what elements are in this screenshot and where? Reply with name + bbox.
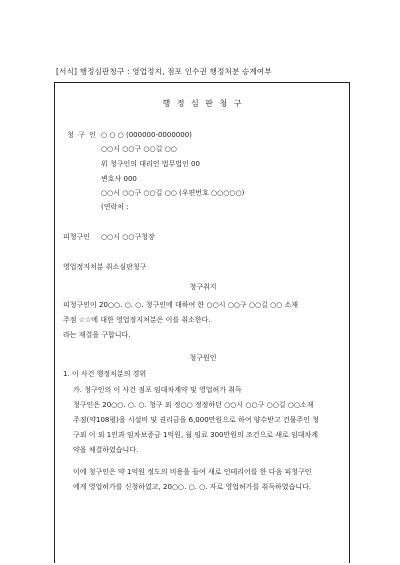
- paragraph-line: 에게 영업허가를 신청하였고, 20○○. ○. ○. 자로 영업허가를 취득하였습니다.: [73, 483, 312, 491]
- reasons-heading: 청구원인: [189, 354, 217, 362]
- paragraph-line: 청구인은 20○○. ○. ○. 청구 외 정○○ 정정하던 ○○시 ○○구 ○○길 ○○소재: [73, 401, 314, 409]
- claimant-lawyer: 변호사 000: [101, 175, 137, 183]
- respondent-label: 피청구인: [63, 233, 91, 241]
- claimant-representative: 위 청구인의 대리인 법무법인 00: [101, 160, 200, 168]
- paragraph-line: 이에 청구인은 약 1억원 정도의 비용을 들여 새로 인테리어를 한 다음 피청구인: [73, 468, 312, 476]
- claimant-name: ○ ○ ○ (000000-0000000): [101, 131, 192, 139]
- purpose-line: 주점 ☆☆에 대한 영업정지처분은 이를 취소한다.: [63, 316, 211, 324]
- claimant-contact: (연락처 :: [101, 203, 129, 211]
- purpose-line: 피청구인이 20○○. ○. ○. 청구인에 대하여 한 ○○시 ○○구 ○○길 ○○ 소재: [63, 301, 299, 309]
- paragraph-line: 주점(약108평)을 시설비 및 권리금을 6,000만원으로 하여 양수받고 건물주인 청: [73, 416, 319, 424]
- section-1-heading: 1. 이 사건 행정처분의 경위: [63, 370, 147, 378]
- representative-address: ○○시 ○○구 ○○길 ○○ (우편번호 ○○○○○): [101, 189, 245, 197]
- claimant-label: 청 구 인: [67, 131, 97, 139]
- purpose-line: 라는 재결을 구합니다.: [63, 331, 131, 339]
- claimant-address: ○○시 ○○구 ○○길 ○○: [101, 145, 177, 153]
- respondent-value: ○○시 ○○구청장: [101, 233, 155, 241]
- paragraph-line: 구외 이 외 1인과 임차보증금 1억원, 월 임료 300만원의 조건으로 새로 임대차계: [73, 431, 319, 439]
- purpose-heading: 청구취지: [189, 283, 217, 291]
- form-box: [54, 82, 350, 563]
- document-header: [서식] 행정심판청구 : 영업정지, 점포 인수권 행정처분 승계여부: [56, 67, 272, 76]
- paragraph-line: 약을 체결하였습니다.: [73, 446, 139, 454]
- case-name: 영업정지처분 취소심판청구: [63, 263, 147, 271]
- document-title: 행 정 심 판 청 구: [162, 99, 244, 108]
- subsection-a-heading: 가. 청구인의 이 사건 점포 임대차계약 및 영업허가 취득: [73, 386, 242, 394]
